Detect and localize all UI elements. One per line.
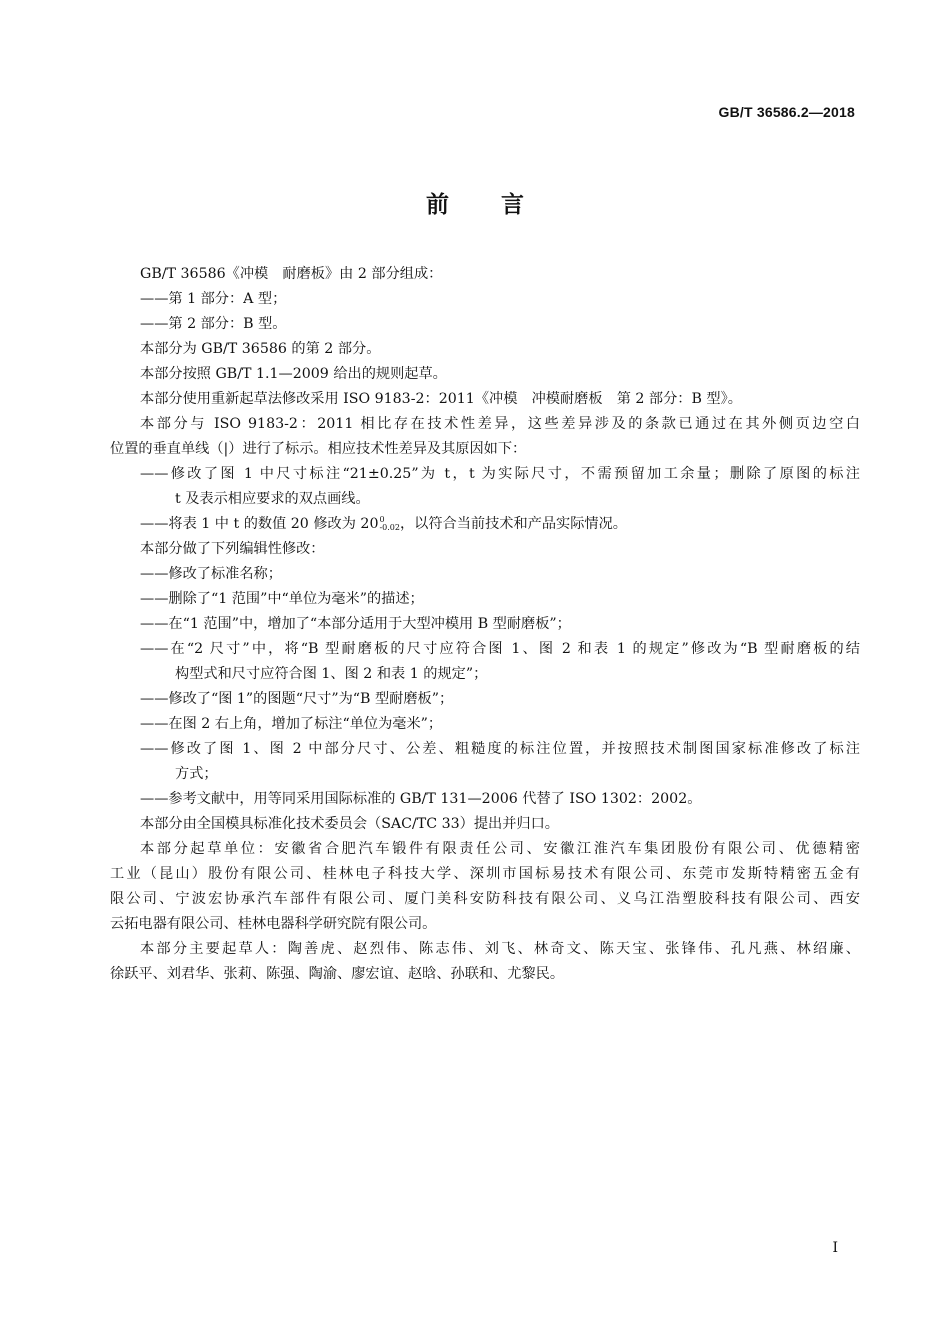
- drafters-line: 本部分主要起草人：陶善虎、赵烈伟、陈志伟、刘飞、林奇文、陈天宝、张锋伟、孔凡燕、林绍廉、: [140, 941, 860, 957]
- editorial-change-item: ——在“2 尺寸”中，将“B 型耐磨板的尺寸应符合图 1、图 2 和表 1 的规定”修改为“B 型耐磨板的结: [140, 641, 860, 657]
- tolerance-lead-text: ——将表 1 中 t 的数值 20 修改为 20: [140, 516, 379, 532]
- tolerance-lower: -0.02: [379, 523, 400, 532]
- page-title: 前言: [426, 192, 576, 218]
- paragraph-line: 位置的垂直单线（|）进行了标示。相应技术性差异及其原因如下：: [110, 441, 527, 457]
- drafters-line: 徐跃平、刘君华、张莉、陈强、陶渝、廖宏谊、赵晗、孙联和、尤黎民。: [110, 966, 565, 982]
- tolerance-upper: 0: [379, 515, 385, 524]
- editorial-change-item: ——参考文献中，用等同采用国际标准的 GB/T 131—2006 代替了 ISO 1302：2002。: [140, 791, 702, 807]
- technical-difference-item: ——修改了图 1 中尺寸标注“21±0.25”为 t，t 为实际尺寸，不需预留加工余量；删除了原图的标注: [140, 466, 860, 482]
- intro-line: GB/T 36586《冲模 耐磨板》由 2 部分组成：: [140, 266, 443, 282]
- drafting-units-line: 工业（昆山）股份有限公司、桂林电子科技大学、深圳市国标易技术有限公司、东莞市发斯特精密五金有: [110, 866, 860, 882]
- paragraph-line: 本部分按照 GB/T 1.1—2009 给出的规则起草。: [140, 366, 447, 382]
- editorial-change-item: ——修改了“图 1”的图题“尺寸”为“B 型耐磨板”；: [140, 691, 454, 707]
- paragraph-line: 本部分做了下列编辑性修改：: [140, 541, 325, 557]
- paragraph-line: 本部分与 ISO 9183-2：2011 相比存在技术性差异，这些差异涉及的条款已通过在其外侧页边空白: [140, 416, 860, 432]
- editorial-change-item: ——在“1 范围”中，增加了“本部分适用于大型冲模用 B 型耐磨板”；: [140, 616, 571, 632]
- page-number: I: [832, 1240, 838, 1256]
- drafting-units-line: 限公司、宁波宏协承汽车部件有限公司、厦门美科安防科技有限公司、义乌江浩塑胶科技有限公司、西安: [110, 891, 860, 907]
- part-list-item: ——第 2 部分：B 型。: [140, 316, 287, 332]
- part-list-item: ——第 1 部分：A 型；: [140, 291, 287, 307]
- tolerance-tail-text: ，以符合当前技术和产品实际情况。: [399, 516, 627, 532]
- tolerance-notation: [379, 516, 400, 532]
- editorial-change-continuation: 方式；: [175, 766, 218, 782]
- drafting-units-line: 云拓电器有限公司、桂林电器科学研究院有限公司。: [110, 916, 437, 932]
- standard-number: GB/T 36586.2—2018: [718, 104, 855, 120]
- editorial-change-item: ——修改了图 1、图 2 中部分尺寸、公差、粗糙度的标注位置，并按照技术制图国家标准修改了标注: [140, 741, 860, 757]
- paragraph-line: 本部分为 GB/T 36586 的第 2 部分。: [140, 341, 381, 357]
- editorial-change-continuation: 构型式和尺寸应符合图 1、图 2 和表 1 的规定”；: [175, 666, 488, 682]
- technical-difference-continuation: t 及表示相应要求的双点画线。: [175, 491, 370, 507]
- paragraph-line: 本部分由全国模具标准化技术委员会（SAC/TC 33）提出并归口。: [140, 816, 559, 832]
- paragraph-line: 本部分使用重新起草法修改采用 ISO 9183-2：2011《冲模 冲模耐磨板 第 2 部分：B 型》。: [140, 391, 742, 407]
- drafting-units-line: 本部分起草单位：安徽省合肥汽车锻件有限责任公司、安徽江淮汽车集团股份有限公司、优德精密: [140, 841, 860, 857]
- editorial-change-item: ——在图 2 右上角，增加了标注“单位为毫米”；: [140, 716, 443, 732]
- technical-difference-item: [110, 512, 860, 537]
- editorial-change-item: ——删除了“1 范围”中“单位为毫米”的描述；: [140, 591, 424, 607]
- document-body: [110, 262, 860, 987]
- editorial-change-item: ——修改了标准名称；: [140, 566, 282, 582]
